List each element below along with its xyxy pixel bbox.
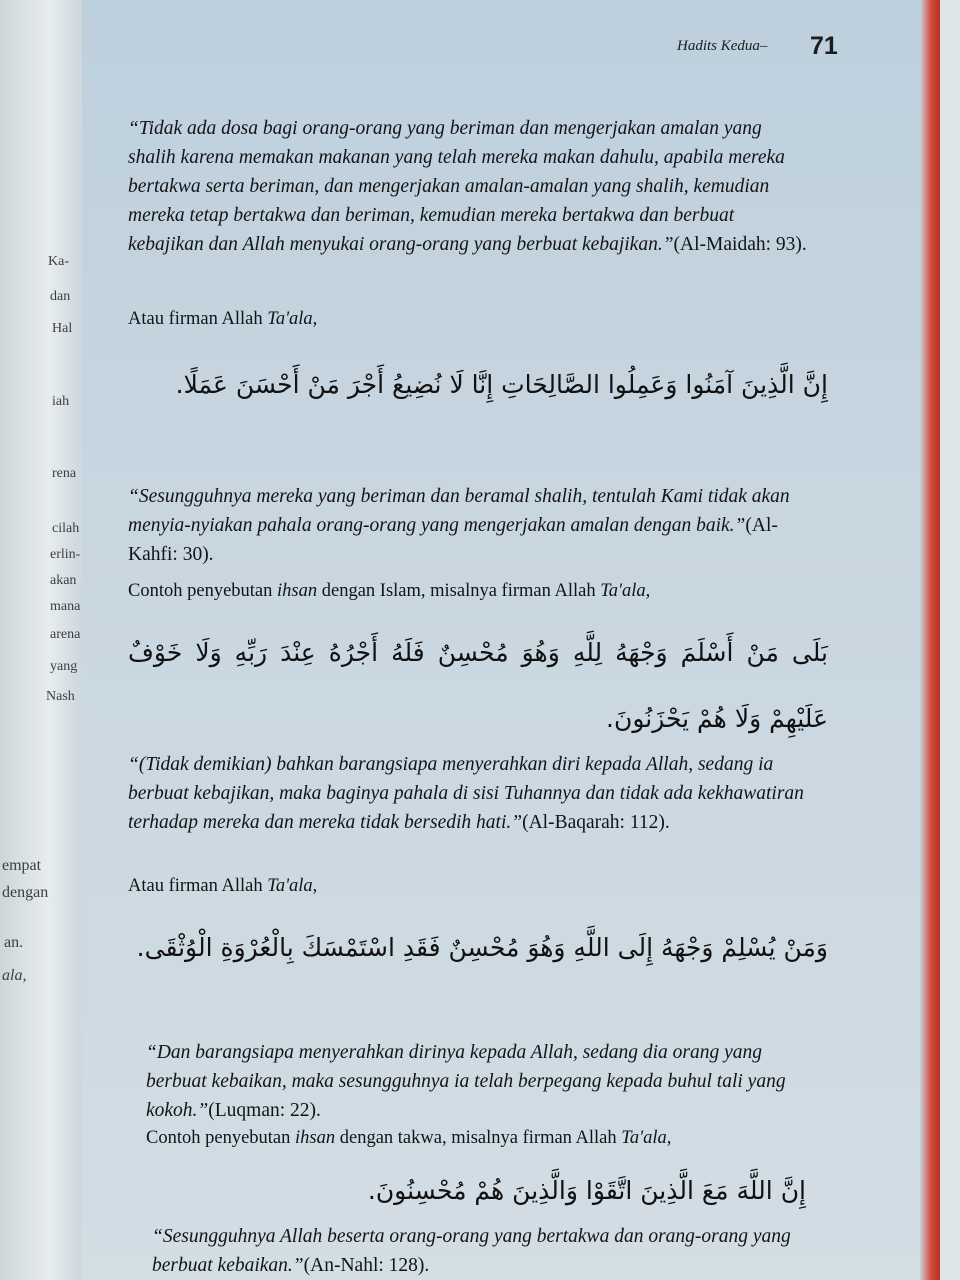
intro-emphasis: Ta'ala [267,309,313,329]
running-header [660,32,860,66]
facing-page-edge [0,0,82,1280]
intro-tail: , [645,581,651,601]
facing-page-fragment: Hal [52,321,73,336]
intro-text: Atau firman Allah [128,309,268,329]
arabic-verse-2: بَلَى مَنْ أَسْلَمَ وَجْهَهُ لِلَّهِ وَهُوَ مُحْسِنٌ فَلَهُ أَجْرُهُ عِنْدَ رَبِّهِ وَلَا خَوْفٌ عَلَيْهِمْ وَلَا هُمْ يَحْزَنُونَ. [128,638,828,733]
intro-text: Atau firman Allah [128,876,268,896]
translation-quote-2 [128,482,808,569]
intro-line-3 [128,872,808,901]
intro-line-2 [128,577,808,606]
intro-emphasis: Ta'ala [267,876,313,896]
quote-text: “Dan barangsiapa menyerahkan dirinya kepada Allah, sedang dia orang yang berbuat kebaikan, maka sesungguhnya ia telah berpegang kepada buhul tali yang kokoh.” [146,1042,786,1121]
facing-page-fragment: Nash [46,689,75,704]
facing-page-fragment: Ka- [48,254,69,269]
intro-emphasis: Ta'ala [621,1128,667,1148]
facing-page-fragment: rena [52,466,77,481]
intro-emphasis: ihsan [295,1128,336,1148]
intro-line-4 [146,1124,826,1153]
facing-page-fragment: arena [50,627,81,642]
intro-text: Contoh penyebutan [146,1128,296,1148]
quote-text: “Sesungguhnya mereka yang beriman dan beramal shalih, tentulah Kami tidak akan menyia-nyiakan pahala orang-orang yang mengerjakan amalan dengan baik.” [128,486,790,536]
quote-reference: (Luqman: 22). [208,1100,321,1121]
page-edge [920,0,940,1280]
facing-page-fragment: empat [2,857,42,874]
intro-text: Contoh penyebutan [128,581,278,601]
quote-text: “(Tidak demikian) bahkan barangsiapa menyerahkan diri kepada Allah, sedang ia berbuat kebajikan, maka baginya pahala di sisi Tuhannya dan tidak ada kekhawatiran terhadap mereka dan mereka tidak bersedih hati.” [128,754,804,833]
quote-text: “Tidak ada dosa bagi orang-orang yang beriman dan mengerjakan amalan yang shalih karena memakan makanan yang telah mereka makan dahulu, apabila mereka bertakwa serta beriman, dan mengerjakan amalan-amalan yang shalih, kemudian mereka tetap bertakwa dan beriman, kemudian mereka bertakwa dan berbuat kebajikan dan Allah menyukai orang-orang yang berbuat kebajikan.” [128,118,785,255]
intro-text: dengan takwa, misalnya firman Allah [335,1128,622,1148]
arabic-verse-4: إِنَّ اللَّهَ مَعَ الَّذِينَ اتَّقَوْا وَالَّذِينَ هُمْ مُحْسِنُونَ. [367,1176,806,1205]
translation-quote-1 [128,114,808,259]
intro-emphasis: Ta'ala [600,581,646,601]
intro-line-1 [128,305,808,334]
facing-page-fragment: iah [52,394,70,409]
page-number: 71 [810,32,838,60]
facing-page-fragment: an. [4,934,24,951]
facing-page-fragment: yang [50,659,78,674]
facing-page-fragment: ala, [2,967,27,984]
facing-page-fragment: erlin- [50,547,81,562]
arabic-verse-1: إِنَّ الَّذِينَ آمَنُوا وَعَمِلُوا الصَّالِحَاتِ إِنَّا لَا نُضِيعُ أَجْرَ مَنْ أَحْسَنَ عَمَلًا. [175,370,828,399]
translation-quote-3 [128,750,808,837]
facing-page-fragment: dengan [2,884,49,901]
chapter-title: Hadits Kedua– [677,38,768,54]
intro-emphasis: ihsan [277,581,318,601]
arabic-verse-3: وَمَنْ يُسْلِمْ وَجْهَهُ إِلَى اللَّهِ وَهُوَ مُحْسِنٌ فَقَدِ اسْتَمْسَكَ بِالْعُرْوَةِ الْوُثْقَى. [136,933,828,962]
intro-text: dengan Islam, misalnya firman Allah [317,581,601,601]
translation-quote-4 [146,1038,826,1125]
intro-tail: , [312,309,318,329]
quote-reference: (Al-Kahfi: 30). [128,515,778,565]
quote-reference: (Al-Baqarah: 112). [522,812,670,833]
quote-text: “Sesungguhnya Allah beserta orang-orang yang bertakwa dan orang-orang yang berbuat kebaikan.” [152,1226,791,1276]
facing-page-fragment: cilah [52,521,80,536]
quote-reference: (Al-Maidah: 93). [673,234,807,255]
intro-tail: , [312,876,318,896]
facing-page-fragment: mana [50,599,81,614]
quote-reference: (An-Nahl: 128). [303,1255,430,1276]
facing-page-fragment: dan [50,289,71,304]
translation-quote-5 [152,1222,832,1280]
facing-page-fragment: akan [50,573,77,588]
intro-tail: , [666,1128,672,1148]
